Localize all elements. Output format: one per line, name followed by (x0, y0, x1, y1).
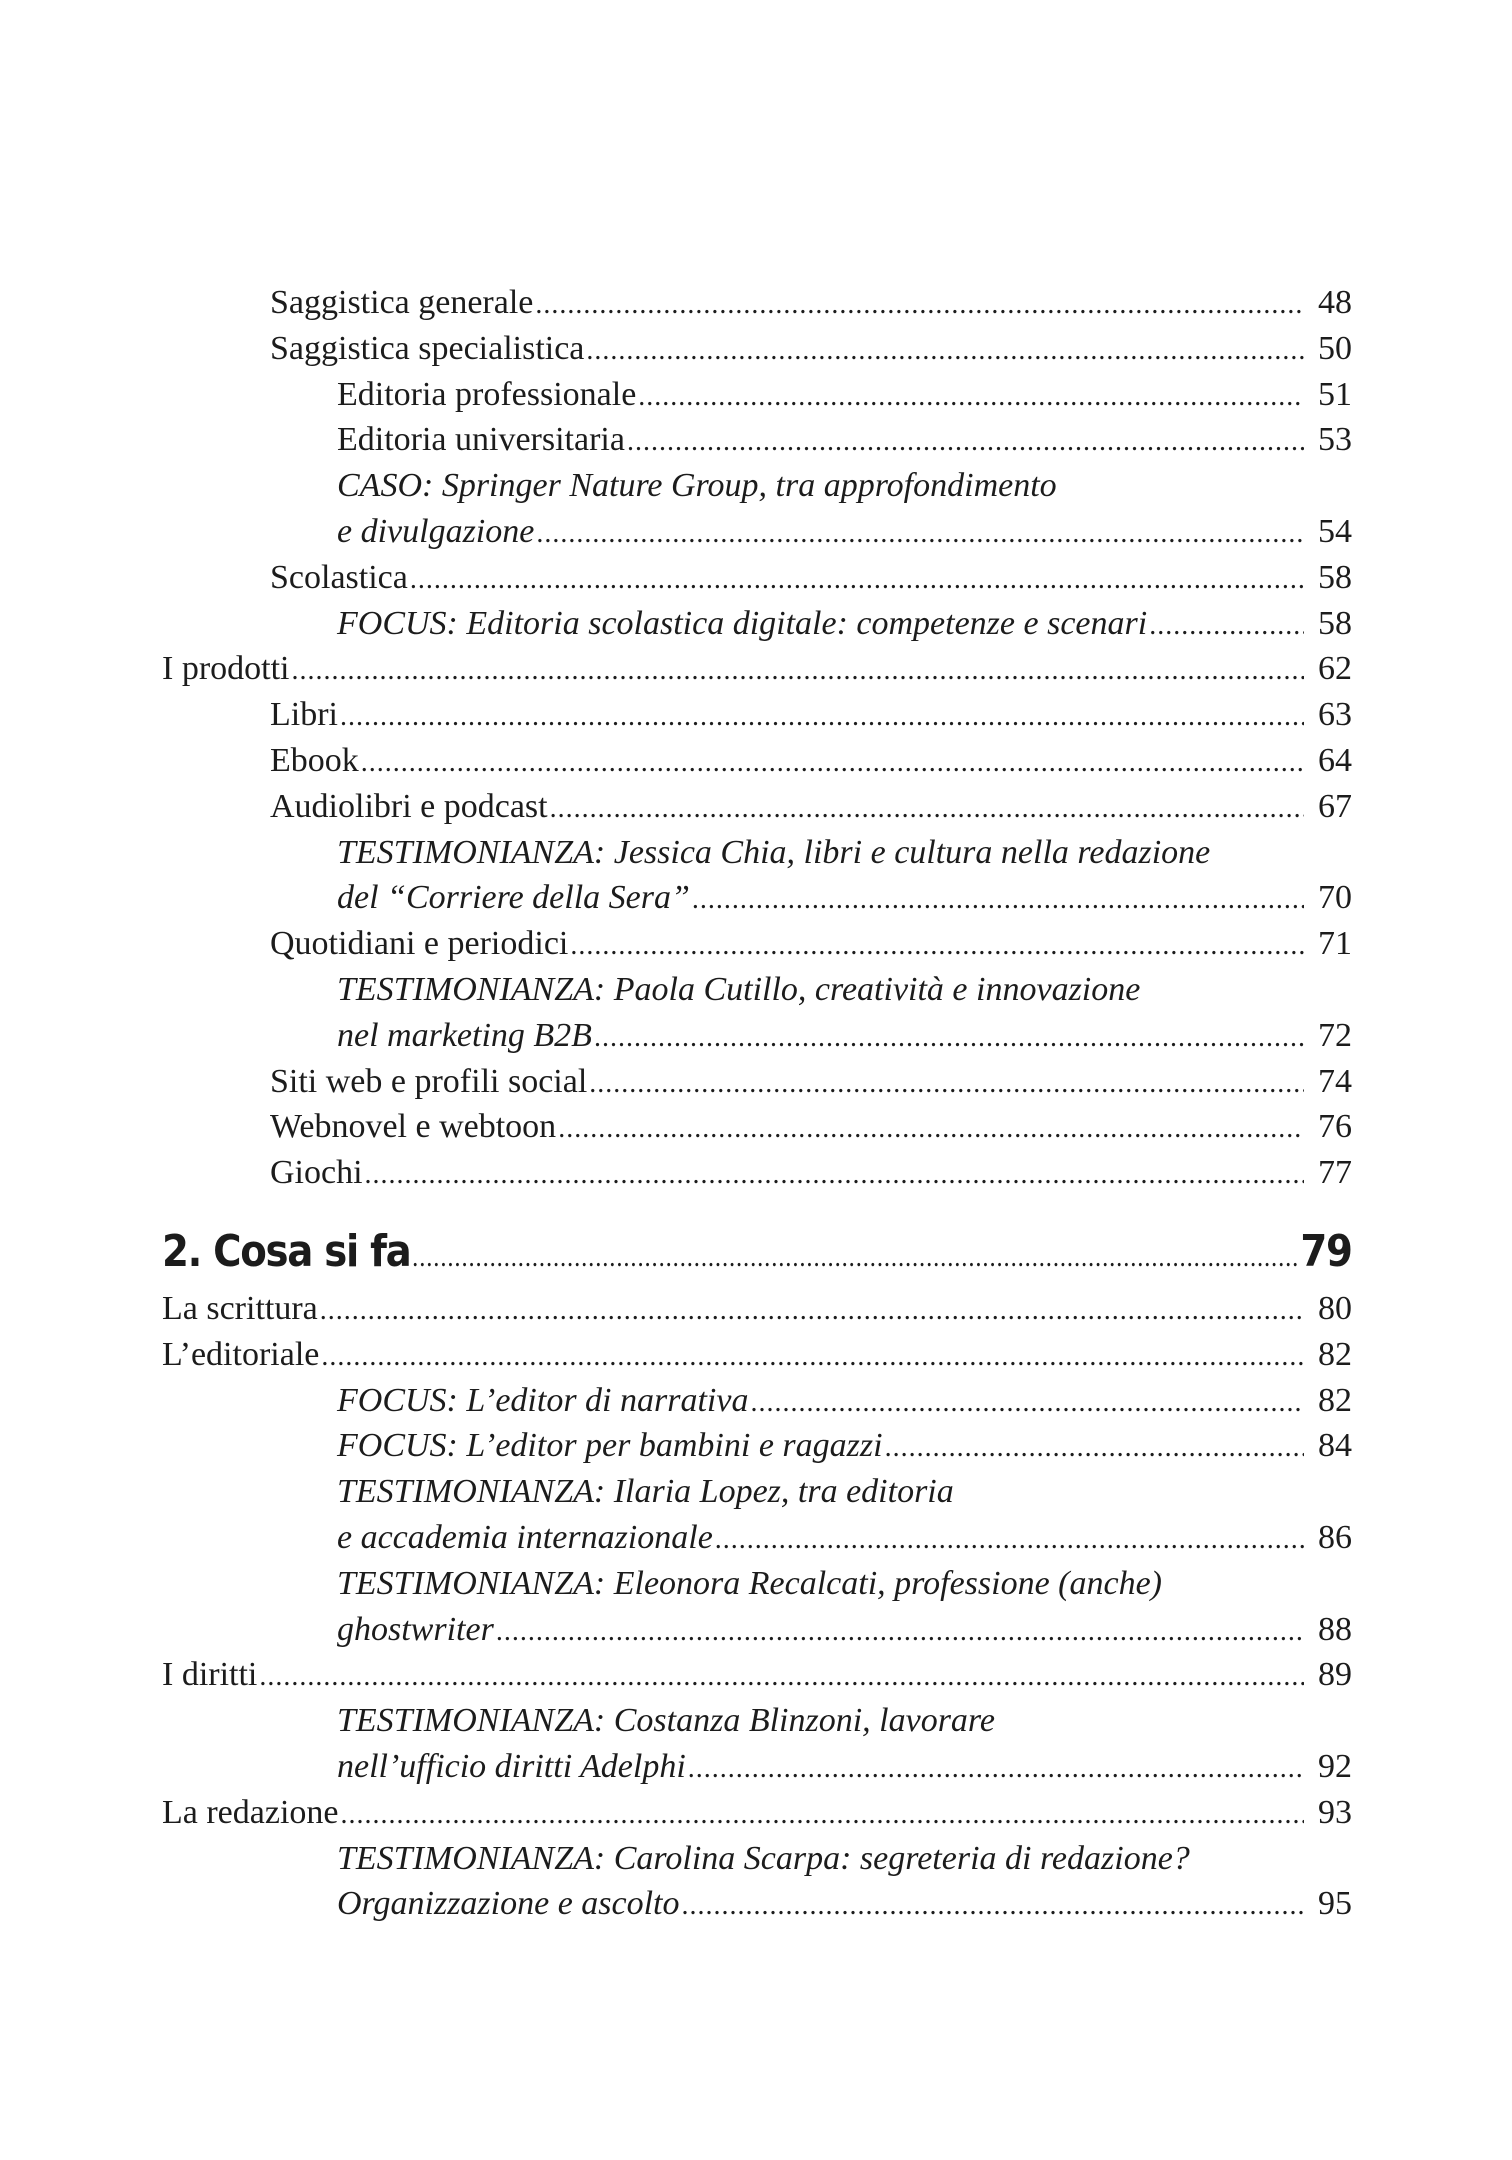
dot-leader (638, 374, 1304, 420)
dot-leader (412, 1202, 1297, 1314)
toc-entry-title: CASO: Springer Nature Group, tra approfondimento (337, 467, 1057, 505)
toc-entry-title: FOCUS: Editoria scolastica digitale: competenze e scenari (337, 604, 1148, 642)
dot-leader (550, 786, 1304, 832)
toc-entry (162, 1561, 1352, 1607)
toc-entry-title: ghostwriter (337, 1610, 494, 1648)
toc-entry-title: La redazione (162, 1793, 339, 1831)
dot-leader (1149, 603, 1304, 649)
dot-leader (570, 923, 1304, 969)
dot-leader (535, 282, 1304, 328)
toc-entry-title: L’editoriale (162, 1335, 320, 1373)
toc-page-number: 80 (1318, 1289, 1352, 1327)
toc-entry-title: 2. Cosa si fa (162, 1225, 411, 1277)
toc-entry-title: TESTIMONIANZA: Carolina Scarpa: segreteria di redazione? (337, 1839, 1190, 1877)
dot-leader (291, 648, 1304, 694)
toc-entry (162, 372, 1352, 418)
toc-page-number: 72 (1318, 1016, 1352, 1054)
toc-page-number: 92 (1318, 1747, 1352, 1785)
toc-page-number: 82 (1318, 1381, 1352, 1419)
toc-entry-title: Editoria universitaria (337, 421, 625, 459)
dot-leader (365, 1152, 1304, 1198)
dot-leader (410, 557, 1304, 603)
toc-entry-title: Quotidiani e periodici (270, 925, 569, 963)
toc-page-number: 64 (1318, 741, 1352, 779)
toc-entry (162, 1744, 1352, 1790)
toc-entry-title: nel marketing B2B (337, 1016, 592, 1054)
toc-entry (162, 692, 1352, 738)
dot-leader (558, 1106, 1304, 1152)
toc-page-number: 79 (1300, 1225, 1352, 1277)
toc-entry (162, 1378, 1352, 1424)
toc-entry (162, 1515, 1352, 1561)
toc-entry-title: FOCUS: L’editor di narrativa (337, 1381, 749, 1419)
toc-entry-title: del “Corriere della Sera” (337, 879, 690, 917)
toc-page-number: 95 (1318, 1885, 1352, 1923)
toc-entry-title: TESTIMONIANZA: Jessica Chia, libri e cultura nella redazione (337, 833, 1211, 871)
toc-entry (162, 1652, 1352, 1698)
toc-page-number: 54 (1318, 512, 1352, 550)
toc-entry (162, 1150, 1352, 1196)
toc-page-number: 67 (1318, 787, 1352, 825)
toc-entry-title: Saggistica specialistica (270, 329, 585, 367)
dot-leader (692, 877, 1304, 923)
toc-entry (162, 1013, 1352, 1059)
dot-leader (321, 1334, 1304, 1380)
toc-entry-title: e accademia internazionale (337, 1518, 713, 1556)
toc-entry (162, 646, 1352, 692)
toc-entry (162, 280, 1352, 326)
toc-entry (162, 555, 1352, 601)
toc-entry (162, 784, 1352, 830)
toc-entry (162, 1881, 1352, 1927)
toc-chapter-heading (162, 1196, 1352, 1286)
toc-entry-title: La scrittura (162, 1289, 318, 1327)
toc-entry (162, 1332, 1352, 1378)
dot-leader (627, 419, 1304, 465)
dot-leader (885, 1425, 1304, 1471)
toc-entry-title: TESTIMONIANZA: Eleonora Recalcati, professione (anche) (337, 1564, 1162, 1602)
toc-entry-title: nell’ufficio diritti Adelphi (337, 1747, 686, 1785)
toc-entry (162, 601, 1352, 647)
toc-page-number: 58 (1318, 558, 1352, 596)
dot-leader (341, 1792, 1305, 1838)
dot-leader (682, 1883, 1304, 1929)
toc-page-number: 84 (1318, 1427, 1352, 1465)
toc-entry (162, 509, 1352, 555)
toc-entry (162, 738, 1352, 784)
dot-leader (536, 511, 1304, 557)
toc-entry-title: Saggistica generale (270, 284, 534, 321)
toc-entry (162, 921, 1352, 967)
toc-entry (162, 1469, 1352, 1515)
toc-page-number: 86 (1318, 1518, 1352, 1556)
toc-page-number: 82 (1318, 1335, 1352, 1373)
toc-entry (162, 1698, 1352, 1744)
toc-entry-title: I diritti (162, 1656, 258, 1694)
toc-entry-title: Webnovel e webtoon (270, 1108, 557, 1146)
dot-leader (750, 1380, 1304, 1426)
toc-entry-title: Libri (270, 696, 338, 734)
toc-page-number: 88 (1318, 1610, 1352, 1648)
toc-entry-title: FOCUS: L’editor per bambini e ragazzi (337, 1427, 883, 1465)
toc-page-number: 63 (1318, 696, 1352, 734)
dot-leader (594, 1015, 1304, 1061)
toc-page-number: 77 (1318, 1154, 1352, 1192)
toc-entry-title: Giochi (270, 1154, 363, 1192)
toc-entry (162, 1790, 1352, 1836)
toc-page-number: 70 (1318, 879, 1352, 917)
dot-leader (589, 1061, 1304, 1107)
toc-entry (162, 1104, 1352, 1150)
toc-entry-title: Siti web e profili social (270, 1062, 588, 1100)
dot-leader (688, 1746, 1304, 1792)
toc-entry (162, 875, 1352, 921)
toc-page-number: 89 (1318, 1656, 1352, 1694)
dot-leader (361, 740, 1304, 786)
dot-leader (340, 694, 1304, 740)
toc-page-number: 53 (1318, 421, 1352, 459)
toc-entry (162, 830, 1352, 876)
toc-entry-title: TESTIMONIANZA: Ilaria Lopez, tra editoria (337, 1473, 954, 1511)
toc-entry-title: Organizzazione e ascolto (337, 1885, 680, 1923)
toc-entry (162, 417, 1352, 463)
toc-entry-title: Ebook (270, 741, 359, 779)
toc-page-number: 51 (1318, 375, 1352, 413)
toc-entry (162, 967, 1352, 1013)
toc-entry-title: Scolastica (270, 558, 408, 596)
toc-entry-title: Audiolibri e podcast (270, 787, 548, 825)
toc-page-number: 58 (1318, 604, 1352, 642)
toc-entry (162, 1836, 1352, 1882)
dot-leader (259, 1654, 1304, 1700)
toc-entry (162, 326, 1352, 372)
toc-page-number: 76 (1318, 1108, 1352, 1146)
toc-entry (162, 1607, 1352, 1653)
toc-entry-title: TESTIMONIANZA: Costanza Blinzoni, lavorare (337, 1702, 995, 1740)
toc-entry (162, 1423, 1352, 1469)
toc-page-number: 74 (1318, 1062, 1352, 1100)
toc-page-number: 93 (1318, 1793, 1352, 1831)
toc-entry (162, 1059, 1352, 1105)
toc-entry-title: I prodotti (162, 650, 290, 688)
toc-entry-title: Editoria professionale (337, 375, 637, 413)
dot-leader (715, 1517, 1304, 1563)
table-of-contents (162, 280, 1352, 1927)
dot-leader (586, 328, 1304, 374)
toc-page-number: 48 (1318, 284, 1352, 321)
toc-page-number: 50 (1318, 329, 1352, 367)
toc-page-number: 71 (1318, 925, 1352, 963)
toc-page-number: 62 (1318, 650, 1352, 688)
toc-entry-title: e divulgazione (337, 512, 535, 550)
toc-entry-title: TESTIMONIANZA: Paola Cutillo, creatività e innovazione (337, 970, 1141, 1008)
dot-leader (496, 1609, 1304, 1655)
toc-entry (162, 463, 1352, 509)
